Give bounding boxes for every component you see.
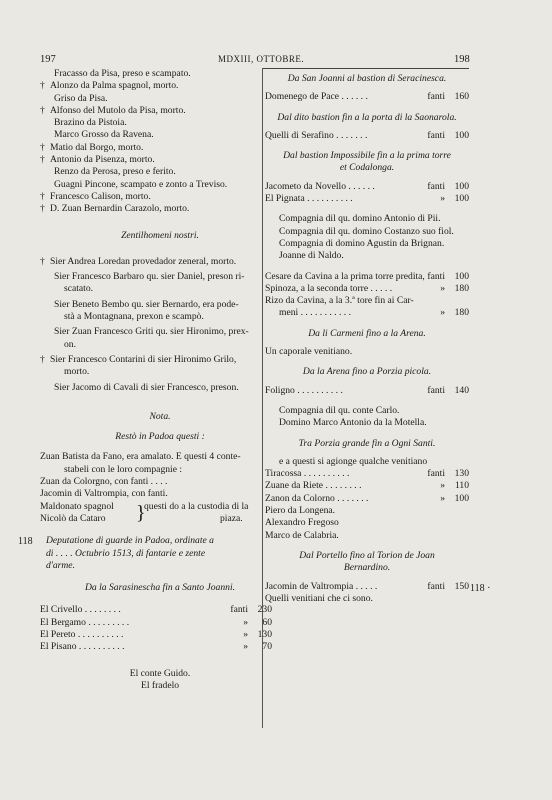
casualty-item	[40, 80, 280, 92]
name-item: Marco de Calabria.	[265, 529, 339, 541]
dagger-mark: †	[40, 104, 45, 116]
fanti-value: 160	[454, 91, 469, 103]
leader-dots: . . . . .	[370, 282, 393, 294]
custody-name: Nicolò da Cataro	[40, 512, 106, 524]
company-list	[265, 405, 469, 430]
custody-name: Maldonato spagnol	[40, 500, 114, 512]
fanti-name: El Pisano	[40, 641, 77, 653]
leader-dots: . . . . . . . . . .	[303, 468, 350, 480]
fanti-value: 130	[257, 628, 272, 640]
casualty-text: Griso da Pisa.	[54, 92, 108, 104]
fanti-row	[265, 480, 469, 492]
resto-list	[40, 476, 280, 501]
casualty-item	[40, 129, 280, 141]
fanti-name: Zanon da Colorno	[265, 492, 335, 504]
fanti-unit: »	[243, 641, 248, 653]
zentil-text: Sier Francesco Barbaro qu. sier Daniel, preson ri-	[54, 271, 245, 283]
fanti-unit: »	[440, 480, 445, 492]
brace: }	[136, 501, 146, 524]
company-item: Joanne di Naldo.	[279, 250, 344, 262]
fanti-value-group	[427, 581, 469, 593]
fanti-rows	[265, 181, 469, 206]
fanti-name: Zuane da Riete	[265, 480, 324, 492]
casualty-text: Brazino da Pistoia.	[54, 117, 127, 129]
fanti-row	[265, 468, 469, 480]
fanti-row	[265, 307, 469, 319]
fanti-row	[265, 91, 469, 103]
fanti-name: Jacometo da Novello	[265, 180, 346, 192]
dagger-mark: †	[40, 353, 45, 365]
fanti-name: Cesare da Cavina a la prima torre predita,	[265, 270, 425, 282]
casualty-item	[40, 142, 280, 154]
casualty-text: Renzo da Perosa, preso e ferito.	[54, 166, 176, 178]
fanti-row	[40, 629, 272, 641]
zentil-line	[40, 271, 280, 283]
casualty-item	[40, 154, 280, 166]
company-item: Compagnia dil qu. domino Antonio di Pii.	[279, 213, 441, 225]
fanti-unit: »	[440, 492, 445, 504]
zentil-item	[40, 271, 280, 296]
fanti-row	[265, 181, 469, 193]
custody-block	[40, 501, 280, 526]
fanti-name: Quelli di Serafino	[265, 129, 334, 141]
casualty-text: Francesco Calison, morto.	[50, 190, 151, 202]
fanti-name-group	[265, 91, 368, 103]
section-heading: Dal Portello fino al Torion de Joan	[299, 549, 435, 561]
dagger-mark: †	[40, 141, 45, 153]
casualty-item	[40, 117, 280, 129]
fanti-row	[279, 307, 469, 319]
dagger-mark: †	[40, 154, 45, 166]
zentil-item	[40, 299, 280, 324]
leader-dots: . . . . . . . . . .	[78, 641, 125, 653]
fanti-rows	[265, 468, 469, 505]
fanti-value: 130	[454, 468, 469, 480]
name-item: Alexandro Fregoso	[265, 517, 339, 529]
fanti-unit: fanti	[427, 468, 445, 480]
casualty-item	[40, 93, 280, 105]
zentil-text: Sier Beneto Bembo qu. sier Bernardo, era pode-	[54, 298, 239, 310]
leader-dots: . . . . . . .	[336, 129, 368, 141]
deputatione-line: d'arme.	[46, 559, 75, 571]
fanti-value: 140	[454, 384, 469, 396]
zentil-line	[40, 382, 280, 394]
fanti-value: 100	[454, 492, 469, 504]
fanti-value-group	[440, 480, 469, 492]
margin-number-left: 118	[18, 536, 33, 547]
fanti-unit: fanti	[427, 180, 445, 192]
zentil-continuation: scatato.	[64, 283, 94, 295]
fanti-row	[265, 283, 469, 295]
casualty-text: Alfonso del Mutolo da Pisa, morto.	[50, 104, 186, 116]
zentil-text: Sier Andrea Loredan provedador zeneral, morto.	[50, 255, 237, 267]
casualty-list	[40, 68, 280, 216]
fanti-value: 70	[262, 641, 272, 653]
fanti-name-group	[265, 130, 367, 142]
leader-dots: . . . . . . . . . . .	[300, 307, 351, 319]
leader-dots: . . . . . . .	[337, 492, 369, 504]
zentil-line	[40, 256, 280, 268]
resto-item: Zuan da Colorgno, con fanti . . . .	[40, 476, 168, 488]
names-list	[265, 505, 469, 542]
custody-text: questi do a la custodia di la	[144, 500, 249, 512]
casualty-text: Fracasso da Pisa, preso e scampato.	[54, 68, 191, 79]
leader-dots: . . . . . .	[341, 91, 368, 103]
deputatione-heading	[40, 535, 280, 572]
deputatione-line: di . . . . Octubrio 1513, di fantarie e zente	[46, 547, 206, 559]
fanti-unit: »	[243, 628, 248, 640]
resto-line: Zuan Batista da Fano, era amalato. E questi 4 conte-	[40, 451, 241, 463]
casualty-text: Matio dal Borgo, morto.	[50, 141, 144, 153]
fanti-value: 150	[454, 580, 469, 592]
casualty-item	[40, 179, 280, 191]
section-heading: Tra Porzia grande fin a Ogni Santi.	[298, 437, 436, 449]
casualty-text: D. Zuan Bernardin Carazolo, morto.	[50, 203, 190, 215]
fanti-unit: »	[440, 307, 445, 319]
fradelo-line: El fradelo	[140, 679, 180, 691]
right-page-number: 198	[454, 54, 470, 65]
zentil-item	[40, 326, 280, 351]
zentil-item	[40, 256, 280, 268]
dagger-mark: †	[40, 80, 45, 92]
fanti-name-group	[265, 283, 392, 295]
fanti-unit: fanti	[427, 91, 445, 103]
left-column	[40, 68, 280, 692]
fanti-name-group	[265, 193, 353, 205]
fanti-row	[265, 271, 469, 283]
fanti-row	[265, 385, 469, 397]
zentil-text: Sier Jacomo di Cavali di sier Francesco, preson.	[54, 381, 239, 393]
section-heading: et Codalonga.	[339, 162, 395, 174]
casualty-item	[40, 68, 280, 80]
fanti-unit: »	[243, 616, 248, 628]
fanti-value: 110	[454, 480, 469, 492]
fanti-name-group	[265, 468, 349, 480]
fanti-row	[265, 385, 469, 397]
zentil-text: Sier Francesco Contarini di sier Hironimo Grilo,	[50, 353, 237, 365]
fanti-value-group	[440, 493, 469, 505]
fanti-name-group	[40, 617, 129, 629]
fanti-name-group	[40, 604, 121, 616]
leader-dots: . . . . . . . . .	[88, 616, 130, 628]
zentil-item	[40, 354, 280, 379]
fanti-unit: fanti	[427, 270, 445, 282]
leader-dots: . . . . . . . . . .	[297, 384, 343, 396]
resto-line: stabeli con le loro compagnie :	[64, 463, 183, 475]
fanti-value: 100	[454, 270, 469, 282]
name-item: Piero da Longena.	[265, 505, 336, 517]
leader-dots: . . . . . . . . . .	[77, 628, 124, 640]
fanti-value: 100	[454, 180, 469, 192]
zentil-item	[40, 382, 280, 394]
fanti-value: 100	[454, 129, 469, 141]
fanti-value: 180	[454, 307, 469, 319]
dagger-mark: †	[40, 203, 45, 215]
rizo-line: Rizo da Cavina, a la 3.ª tore fin ai Car-	[265, 295, 414, 307]
fanti-table	[40, 604, 280, 653]
conte-line: El conte Guido.	[129, 667, 191, 679]
sara-heading: Da la Sarasinescha fin a Santo Joanni.	[84, 582, 236, 594]
section-heading: Da San Joanni al bastion di Seracinesca.	[287, 73, 447, 84]
fanti-value: 180	[454, 282, 469, 294]
fanti-name-group	[40, 641, 125, 653]
fanti-name-group	[40, 629, 123, 641]
fanti-value: 100	[454, 193, 469, 205]
fanti-value-group	[427, 181, 469, 193]
fanti-name-group	[265, 385, 343, 397]
fanti-row	[265, 581, 469, 593]
leader-dots: . . . . . .	[348, 180, 375, 192]
nota-heading: Nota.	[149, 410, 171, 422]
leader-dots: . . . . . . . . . .	[307, 193, 353, 205]
fanti-value-group	[427, 130, 469, 142]
company-item: Compagnia di domino Agustin da Brignan.	[279, 237, 445, 249]
casualty-text: Guagni Pincone, scampato e zonto a Treviso.	[54, 178, 228, 190]
fanti-value: 60	[262, 616, 272, 628]
fanti-name: Tiracossa	[265, 468, 302, 480]
fanti-value: 230	[257, 604, 272, 616]
fanti-row	[40, 617, 272, 629]
quelli-line: Quelli venitiani che ci sono.	[265, 592, 373, 604]
company-item: Compagnia dil qu. conte Carlo.	[279, 404, 400, 416]
fanti-name-group	[265, 493, 368, 505]
fanti-row	[265, 271, 469, 283]
fanti-name: El Crivello	[40, 604, 83, 616]
fanti-name: El Pereto	[40, 628, 76, 640]
zentil-line	[40, 354, 280, 366]
fanti-row	[40, 641, 272, 653]
fanti-value-group	[440, 283, 469, 295]
fanti-name: El Pignata	[265, 193, 305, 205]
company-list	[265, 213, 469, 262]
casualty-item	[40, 203, 280, 215]
zentil-continuation: stà a Montagnana, prexon e scampò.	[64, 311, 204, 323]
fanti-name-group	[265, 480, 361, 492]
left-page-number: 197	[40, 54, 56, 65]
fanti-name: Spinoza, a la seconda torre	[265, 282, 369, 294]
section-heading: Da la Arena fino a Porzia picola.	[302, 366, 432, 378]
fanti-value-group	[427, 271, 469, 283]
deputatione-line: Deputatione di guarde in Padoa, ordinate a	[46, 535, 214, 547]
zentil-list	[40, 256, 280, 397]
fanti-value-group	[427, 468, 469, 480]
zentil-continuation: on.	[64, 338, 76, 350]
section-heading: Dal dito bastion fin a la porta di la Saonarola.	[277, 111, 457, 123]
fanti-unit: fanti	[427, 580, 445, 592]
fanti-name: meni	[279, 307, 299, 319]
fanti-name: Domenego de Pace	[265, 91, 340, 103]
custody-text: piaza.	[220, 512, 243, 524]
resto-item: Jacomin di Valtrompia, con fanti.	[40, 488, 168, 500]
fanti-row	[265, 130, 469, 142]
fanti-unit: »	[440, 282, 445, 294]
zentil-text: Sier Zuan Francesco Griti qu. sier Hironimo, prex-	[54, 326, 249, 338]
fanti-row	[265, 91, 469, 103]
agionge-line: e a questi si agionge qualche venitiano	[279, 455, 428, 467]
casualty-item	[40, 166, 280, 178]
fanti-name-group	[265, 271, 425, 283]
fanti-unit: fanti	[427, 129, 445, 141]
fanti-name: Jacomin de Valtrompia	[265, 580, 354, 592]
dagger-mark: †	[40, 255, 45, 267]
fanti-unit: fanti	[427, 384, 445, 396]
fanti-name: El Bergamo	[40, 616, 86, 628]
fanti-row	[265, 493, 469, 505]
fanti-value-group	[427, 385, 469, 397]
zentil-line	[40, 326, 280, 338]
section-heading: Dal bastion Impossibile fin a la prima torre	[283, 150, 451, 162]
fanti-row	[265, 130, 469, 142]
zentil-line	[40, 299, 280, 311]
casualty-item	[40, 191, 280, 203]
fanti-name-group	[265, 581, 377, 593]
dagger-mark: †	[40, 190, 45, 202]
leader-dots: . . . . .	[355, 580, 378, 592]
fanti-value-group	[440, 193, 469, 205]
fanti-value-group	[427, 91, 469, 103]
section-heading: Da li Carmeni fino a la Arena.	[308, 327, 426, 339]
right-column	[262, 68, 469, 728]
margin-number-right: 118 ·	[470, 583, 491, 594]
caporale-line: Un caporale venitiano.	[265, 346, 353, 358]
casualty-text: Marco Grosso da Ravena.	[54, 129, 154, 141]
casualty-item	[40, 105, 280, 117]
fanti-unit: »	[440, 193, 445, 205]
fanti-value-group	[440, 307, 469, 319]
casualty-text: Antonio da Pisenza, morto.	[50, 154, 155, 166]
casualty-text: Alonzo da Palma spagnol, morto.	[50, 80, 179, 92]
fanti-name: Foligno	[265, 384, 295, 396]
fanti-row	[40, 604, 272, 616]
fanti-unit: fanti	[230, 604, 248, 616]
zentil-heading: Zentilhomeni nostri.	[121, 229, 199, 241]
zentil-continuation: morto.	[64, 366, 90, 378]
company-item: Compagnia dil qu. domino Costanzo suo fiol.	[279, 225, 454, 237]
fanti-row	[265, 193, 469, 205]
company-item: Domino Marco Antonio da la Motella.	[279, 417, 427, 429]
running-title: MDXIII, OTTOBRE.	[218, 54, 305, 64]
resto-heading: Restò in Padoa questi :	[115, 431, 205, 443]
leader-dots: . . . . . . . .	[84, 604, 121, 616]
fanti-name-group	[265, 181, 375, 193]
resto-text	[40, 451, 280, 476]
fanti-row	[265, 581, 469, 593]
fanti-name-group	[279, 307, 351, 319]
fanti-row	[265, 283, 469, 295]
leader-dots: . . . . . . . .	[325, 480, 362, 492]
section-heading: Bernardino.	[343, 562, 391, 574]
